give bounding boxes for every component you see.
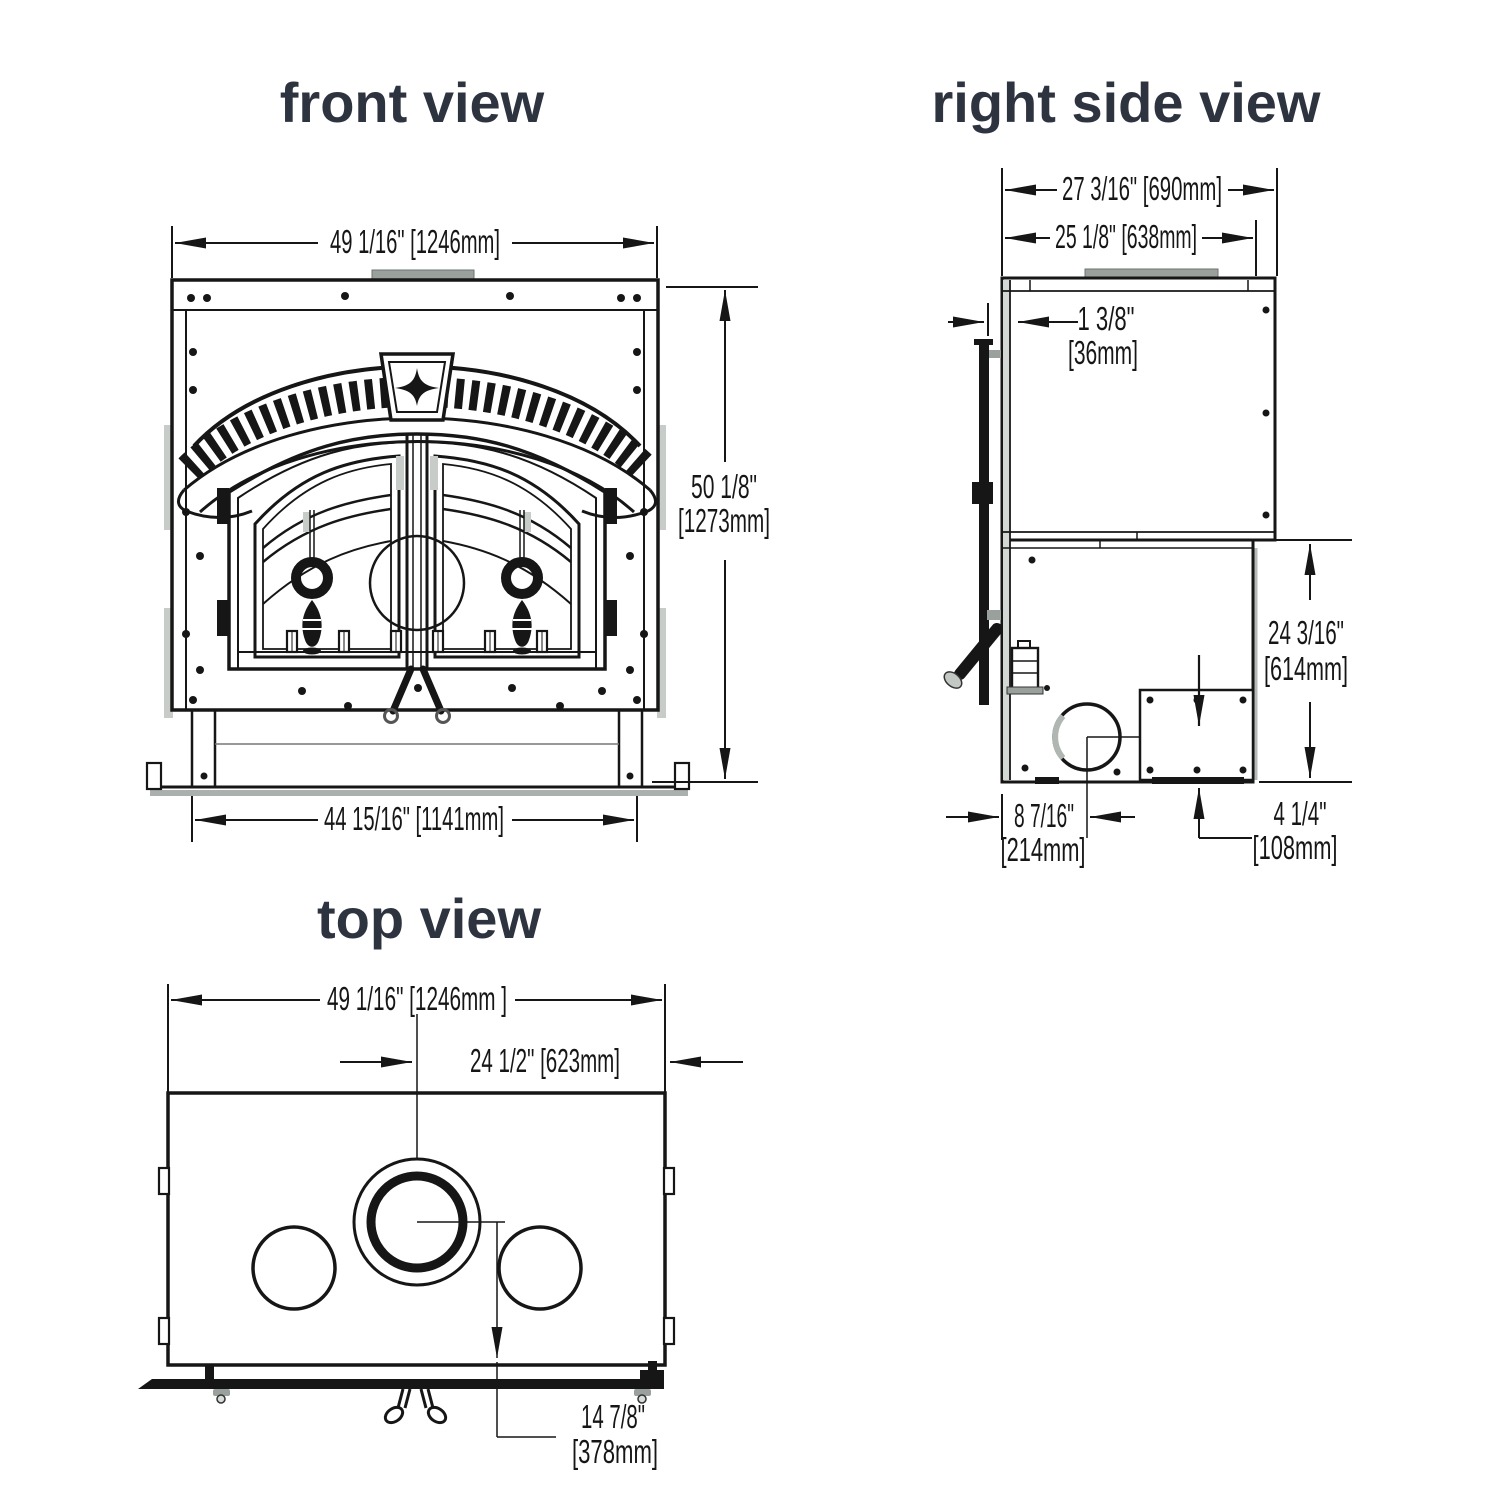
top-flue-from-front-label-mm: [378mm] (572, 1433, 658, 1470)
front-view-title: front view (279, 71, 545, 134)
door-pull-handles-top (382, 1389, 448, 1426)
side-intake-height-label-mm: [108mm] (1252, 829, 1338, 866)
side-body-depth-label: 25 1/8" [638mm] (1055, 218, 1197, 255)
top-overall-width-label: 49 1/16" [1246mm ] (327, 980, 507, 1017)
front-view-drawing (147, 270, 689, 796)
side-tab (159, 1168, 169, 1194)
front-overall-height-label-in: 50 1/8" (691, 468, 757, 505)
front-view (147, 223, 770, 842)
upper-body (1002, 278, 1275, 540)
dim-side-intake-offset (946, 794, 1135, 868)
left-air-opening (253, 1227, 335, 1309)
side-intake-offset-label-mm: [214mm] (1000, 831, 1086, 868)
dim-front-base-width (192, 796, 637, 842)
dim-side-body-depth (1005, 218, 1256, 276)
side-facade-thickness-label-mm: [36mm] (1068, 334, 1138, 371)
side-facade-thickness-label-in: 1 3/8" (1077, 300, 1135, 337)
front-overall-height-label-mm: [1273mm] (678, 502, 770, 539)
top-flue-from-front-label-in: 14 7/8" (581, 1398, 645, 1435)
side-lower-height-label-mm: [614mm] (1264, 650, 1348, 687)
dim-top-flue-from-right (340, 1042, 743, 1079)
right-side-view (941, 168, 1352, 868)
firebox-face-frame (172, 280, 658, 710)
top-view-title: top view (316, 887, 542, 950)
hinge-right-top (605, 488, 617, 524)
side-overall-depth-label: 27 3/16" [690mm] (1062, 170, 1222, 207)
side-intake-offset-label-in: 8 7/16" (1014, 797, 1074, 834)
hinge-right-bottom (605, 600, 617, 636)
dim-front-overall-height (652, 287, 770, 782)
right-side-view-title: right side view (931, 71, 1321, 134)
dim-side-intake-height (1199, 788, 1338, 866)
top-view (138, 980, 743, 1470)
side-intake-height-label-in: 4 1/4" (1273, 795, 1327, 832)
facade-strip (1003, 280, 1010, 780)
top-flue-from-right-label: 24 1/2" [623mm] (470, 1042, 620, 1079)
right-air-opening (499, 1227, 581, 1309)
base-assembly (147, 710, 689, 796)
side-lower-height-label-in: 24 3/16" (1268, 614, 1344, 651)
hinge-left-top (217, 488, 229, 524)
hinge-left-bottom (217, 600, 229, 636)
dim-side-lower-height (1259, 540, 1352, 782)
front-overall-width-label: 49 1/16" [1246mm] (330, 223, 500, 260)
front-base-width-label: 44 15/16" [1141mm] (324, 800, 504, 837)
